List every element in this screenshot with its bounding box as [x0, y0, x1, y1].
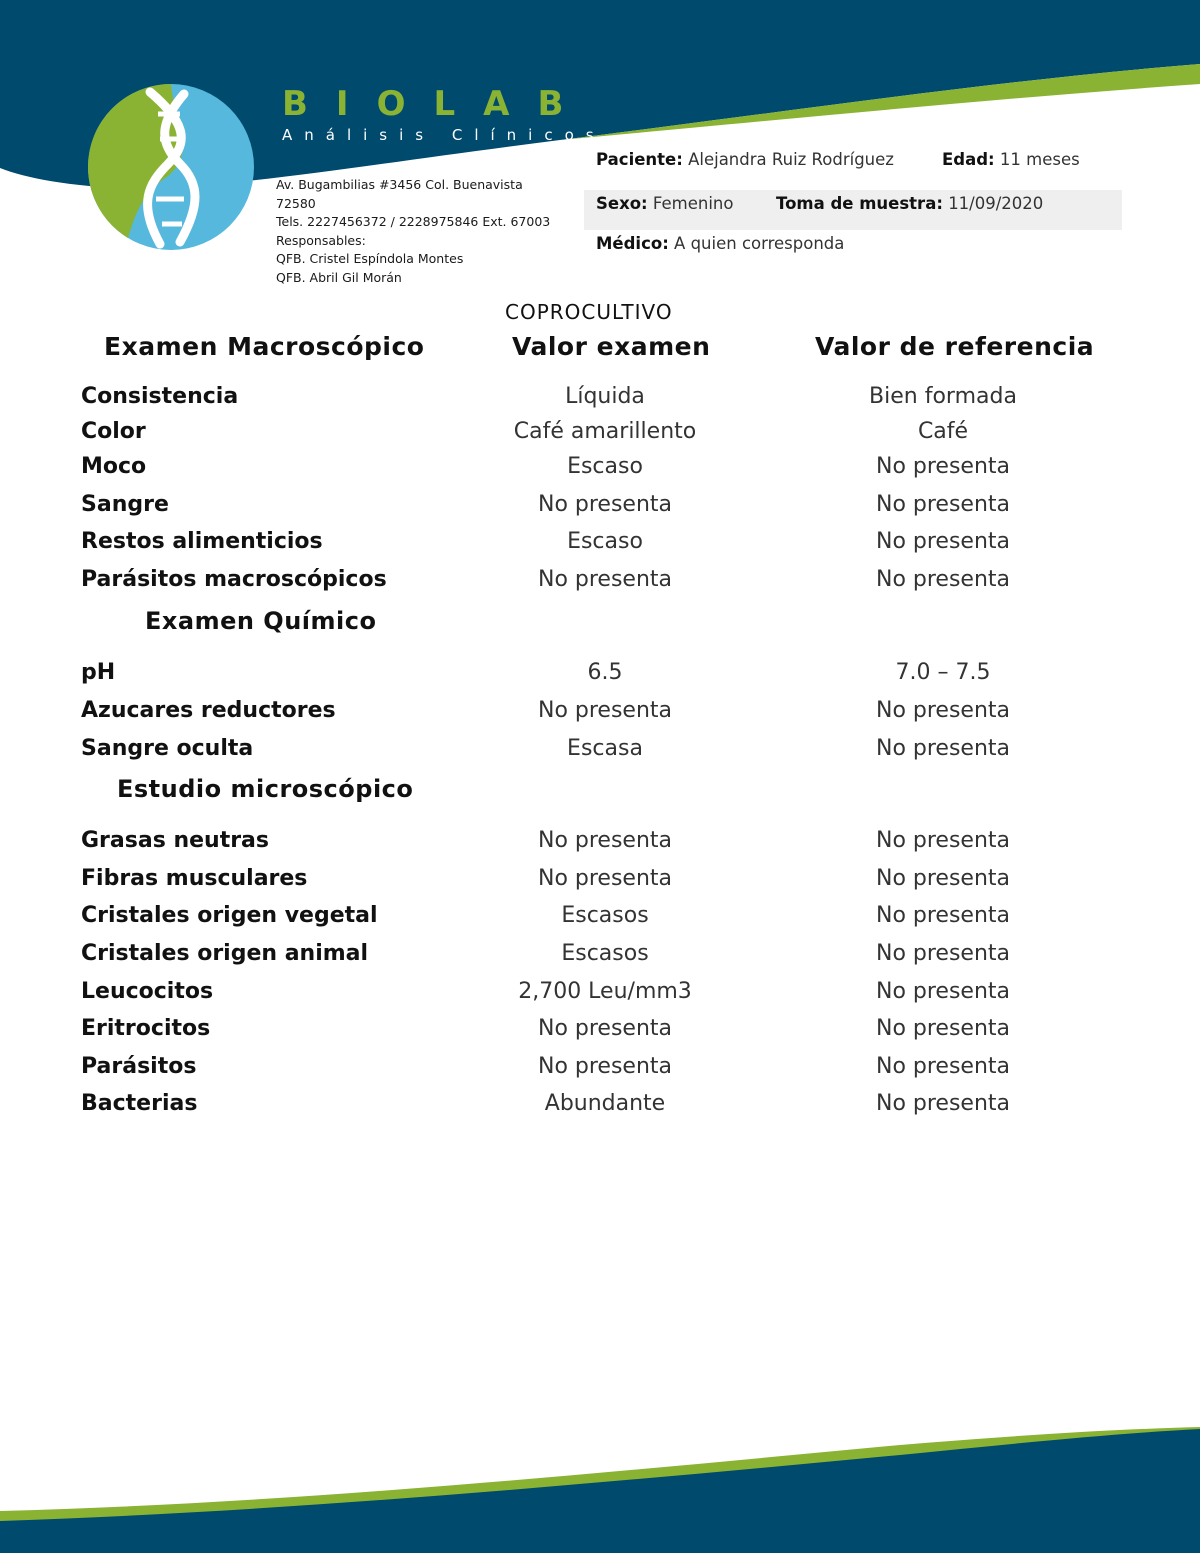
responsable-2: QFB. Abril Gil Morán	[276, 269, 402, 285]
col-valor-examen: Valor examen	[512, 332, 711, 361]
patient-name: Paciente: Alejandra Ruiz Rodríguez	[596, 150, 894, 169]
brand-subtitle: Análisis Clínicos	[282, 126, 606, 144]
patient-row-3	[584, 230, 1122, 270]
col-valor-referencia: Valor de referencia	[815, 332, 1095, 361]
table-row: Cristales origen animal Escasos No presenta	[81, 941, 1011, 966]
footer-wave	[0, 1393, 1200, 1553]
table-row: Consistencia Líquida Bien formada	[81, 384, 1017, 409]
col-examen-macroscopico: Examen Macroscópico	[104, 332, 425, 361]
table-row: Bacterias Abundante No presenta	[81, 1091, 1011, 1116]
sample-date: Toma de muestra: 11/09/2020	[776, 194, 1044, 213]
section-examen-quimico: Examen Químico	[145, 607, 377, 635]
postal-code: 72580	[276, 195, 316, 211]
table-row: Azucares reductores No presenta No presenta	[81, 698, 1011, 723]
table-row: Moco Escaso No presenta	[81, 454, 1011, 479]
report-title: COPROCULTIVO	[505, 300, 673, 324]
contact-info	[276, 176, 556, 287]
dna-logo-icon	[88, 84, 254, 250]
table-row: Fibras musculares No presenta No presenta	[81, 866, 1011, 891]
table-row: Grasas neutras No presenta No presenta	[81, 828, 1011, 853]
table-row: Sangre No presenta No presenta	[81, 492, 1011, 517]
doctor: Médico: A quien corresponda	[596, 234, 845, 253]
brand	[282, 84, 606, 144]
brand-name: BIOLAB	[282, 84, 592, 124]
table-row: Parásitos No presenta No presenta	[81, 1054, 1011, 1079]
phones: Tels. 2227456372 / 2228975846 Ext. 67003	[276, 214, 551, 229]
table-row: Leucocitos 2,700 Leu/mm3 No presenta	[81, 979, 1011, 1004]
table-row: Color Café amarillento Café	[81, 419, 969, 444]
patient-sex: Sexo: Femenino	[596, 194, 734, 213]
responsable-1: QFB. Cristel Espíndola Montes	[276, 251, 464, 266]
table-row: Cristales origen vegetal Escasos No presenta	[81, 903, 1011, 928]
patient-age: Edad: 11 meses	[942, 150, 1080, 169]
table-row: Restos alimenticios Escaso No presenta	[81, 529, 1011, 554]
table-row: Sangre oculta Escasa No presenta	[81, 736, 1011, 761]
responsables-label: Responsables:	[276, 232, 366, 248]
patient-info	[584, 146, 1122, 270]
patient-row-2	[584, 190, 1122, 230]
address-line: Av. Bugambilias #3456 Col. Buenavista	[276, 177, 523, 192]
table-row: pH 6.5 7.0 – 7.5	[81, 660, 991, 685]
table-row: Eritrocitos No presenta No presenta	[81, 1016, 1011, 1041]
table-row: Parásitos macroscópicos No presenta No presenta	[81, 567, 1011, 592]
section-estudio-microscopico: Estudio microscópico	[117, 775, 414, 803]
patient-row-1	[584, 146, 1122, 186]
